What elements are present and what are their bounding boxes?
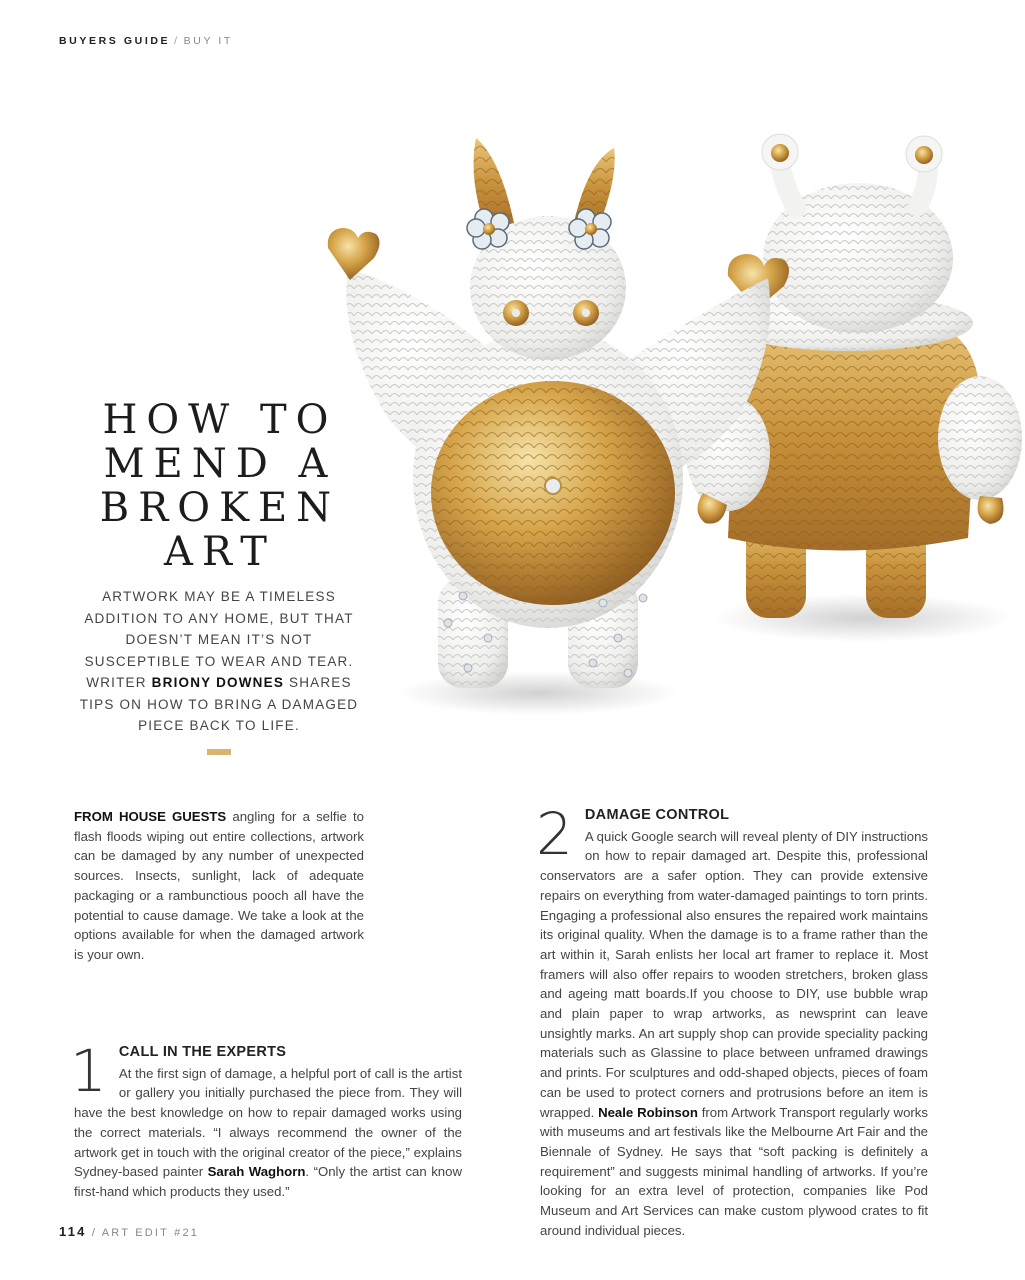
publication-name: ART EDIT #21 [101,1227,200,1239]
quoted-name-1: Sarah Waghorn [207,1164,306,1180]
writer-name: BRIONY DOWNES [151,675,285,690]
section-number-1: 1 [70,1037,107,1105]
section-title-2: DAMAGE CONTROL [584,807,730,823]
sculpture-photo [318,118,1025,743]
header-separator: / [174,35,180,47]
running-header [59,35,233,47]
section-text-1: At the first sign of damage, a helpful port of call is the artist or gallery you initially purchased the piece from. They will have the best knowledge on how to repair damaged works using the correct materials. “I always recommend the owner of the artwork get in touch with the original creator of the piece,” explains Sydney-based painter [74,1065,462,1180]
section-text-2-end: from Artwork Transport regularly works with museums and art festivals like the Melbourne Art Fair and the Biennale of Sydney. He says that “soft packing is definitely a requirement” and suggests minimal handling of artworks. If you’re looking for an extra level of protection, companies like Pod Museum and Art Services can make custom plywood crates to fit around individual pieces. [540,1104,928,1238]
intro-paragraph [74,807,364,965]
standfirst-text-end: SHARES TIPS ON HOW TO BRING A DAMAGED PIECE BACK TO LIFE. [79,675,359,733]
headline-line-4: ART [164,529,276,575]
section-call-in-experts [70,1037,463,1202]
headline-line-1: HOW TO [102,397,338,443]
section-title-1: CALL IN THE EXPERTS [118,1044,287,1060]
headline-line-3: BROKEN [99,485,341,531]
intro-lead: FROM HOUSE GUESTS [74,809,227,824]
section-text-2: A quick Google search will reveal plenty of DIY instructions on how to repair damaged art. Despite this, professional conservators are a safer option. They can provide extensive repairs on everything from water-damaged paintings to torn prints. Engaging a professional also ensures the repaired work maintains its original quality. When the damage is to a frame rather than the art within it, Sarah enlists her local art framer to replace it. Most framers will also offer repairs to wooden stretchers, broken glass and ageing matt boards.If you choose to DIY, use bubble wrap and plain paper to wrap artworks, as newsprint can leave unsightly marks. An art supply shop can provide speciality packing materials such as Glassine to place between unframed drawings and prints. For sculptures and odd-shaped objects, pieces of foam can be used to protect corners and protrusions before an item is wrapped. [540,828,928,1120]
decorative-rule [207,749,231,755]
page-number: 114 [59,1224,87,1239]
header-section: BUYERS GUIDE [59,35,171,47]
page-footer [59,1224,199,1239]
section-text-1-end: . “Only the artist can know first-hand which products they used.” [74,1164,463,1199]
headline-line-2: MEND A [103,441,337,487]
footer-separator: / [91,1227,98,1239]
quoted-name-2: Neale Robinson [598,1104,698,1120]
section-number-2: 2 [536,800,573,868]
standfirst [78,586,360,737]
section-damage-control [536,800,928,1240]
header-subsection: BUY IT [183,35,233,47]
standfirst-text: ARTWORK MAY BE A TIMELESS ADDITION TO ANY HOME, BUT THAT DOESN’T MEAN IT’S NOT SUSCEPTIBLE TO WEAR AND TEAR. WRITER [84,589,354,690]
headline [60,398,380,574]
intro-text: angling for a selfie to flash floods wiping out entire collections, artwork can be damaged by any number of unexpected sources. Insects, sunlight, lack of adequate packaging or a rambunctious pooch all have the potential to cause damage. We take a look at the options available for when the damaged artwork is your own. [74,809,364,962]
left-sculpture [328,138,770,688]
